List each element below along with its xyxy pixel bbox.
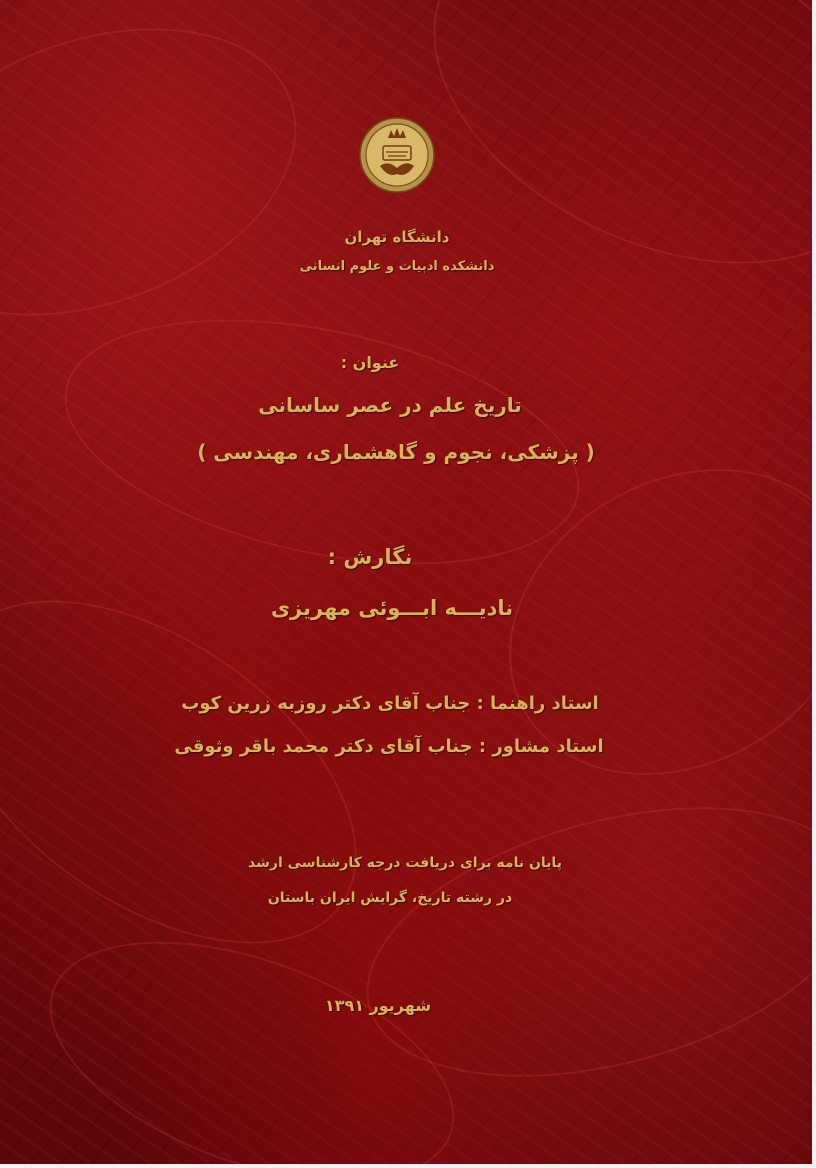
supervisor-line: استاد راهنما : جناب آقای دکتر روزبه زرین کوب (181, 693, 599, 714)
faculty-name: دانشکده ادبیات و علوم انسانی (299, 259, 495, 274)
thesis-subtitle: ( پزشکی، نجوم و گاهشماری، مهندسی ) (197, 440, 595, 464)
marble-vein (453, 408, 812, 836)
author-label: نگارش : (327, 545, 413, 569)
marble-vein (0, 0, 336, 369)
thesis-title: تاریخ علم در عصر ساسانی (258, 393, 522, 417)
title-label: عنوان : (340, 353, 400, 372)
thesis-date: شهریور ۱۳۹۱ (324, 996, 432, 1015)
university-emblem (358, 116, 436, 194)
emblem-seal (358, 116, 436, 194)
degree-line-2: در رشته تاریخ، گرایش ایران باستان (267, 890, 513, 906)
university-name: دانشگاه تهران (344, 228, 450, 246)
author-name: نادیـــه ابـــوئی مهریزی (270, 596, 514, 620)
marble-vein (18, 894, 486, 1164)
marble-vein (337, 759, 812, 1125)
advisor-line: استاد مشاور : جناب آقای دکتر محمد باقر وثوقی (174, 736, 604, 757)
degree-line-1: پایان نامه برای دریافت درجه کارشناسی ارشد (248, 855, 562, 871)
marble-vein (378, 0, 812, 332)
